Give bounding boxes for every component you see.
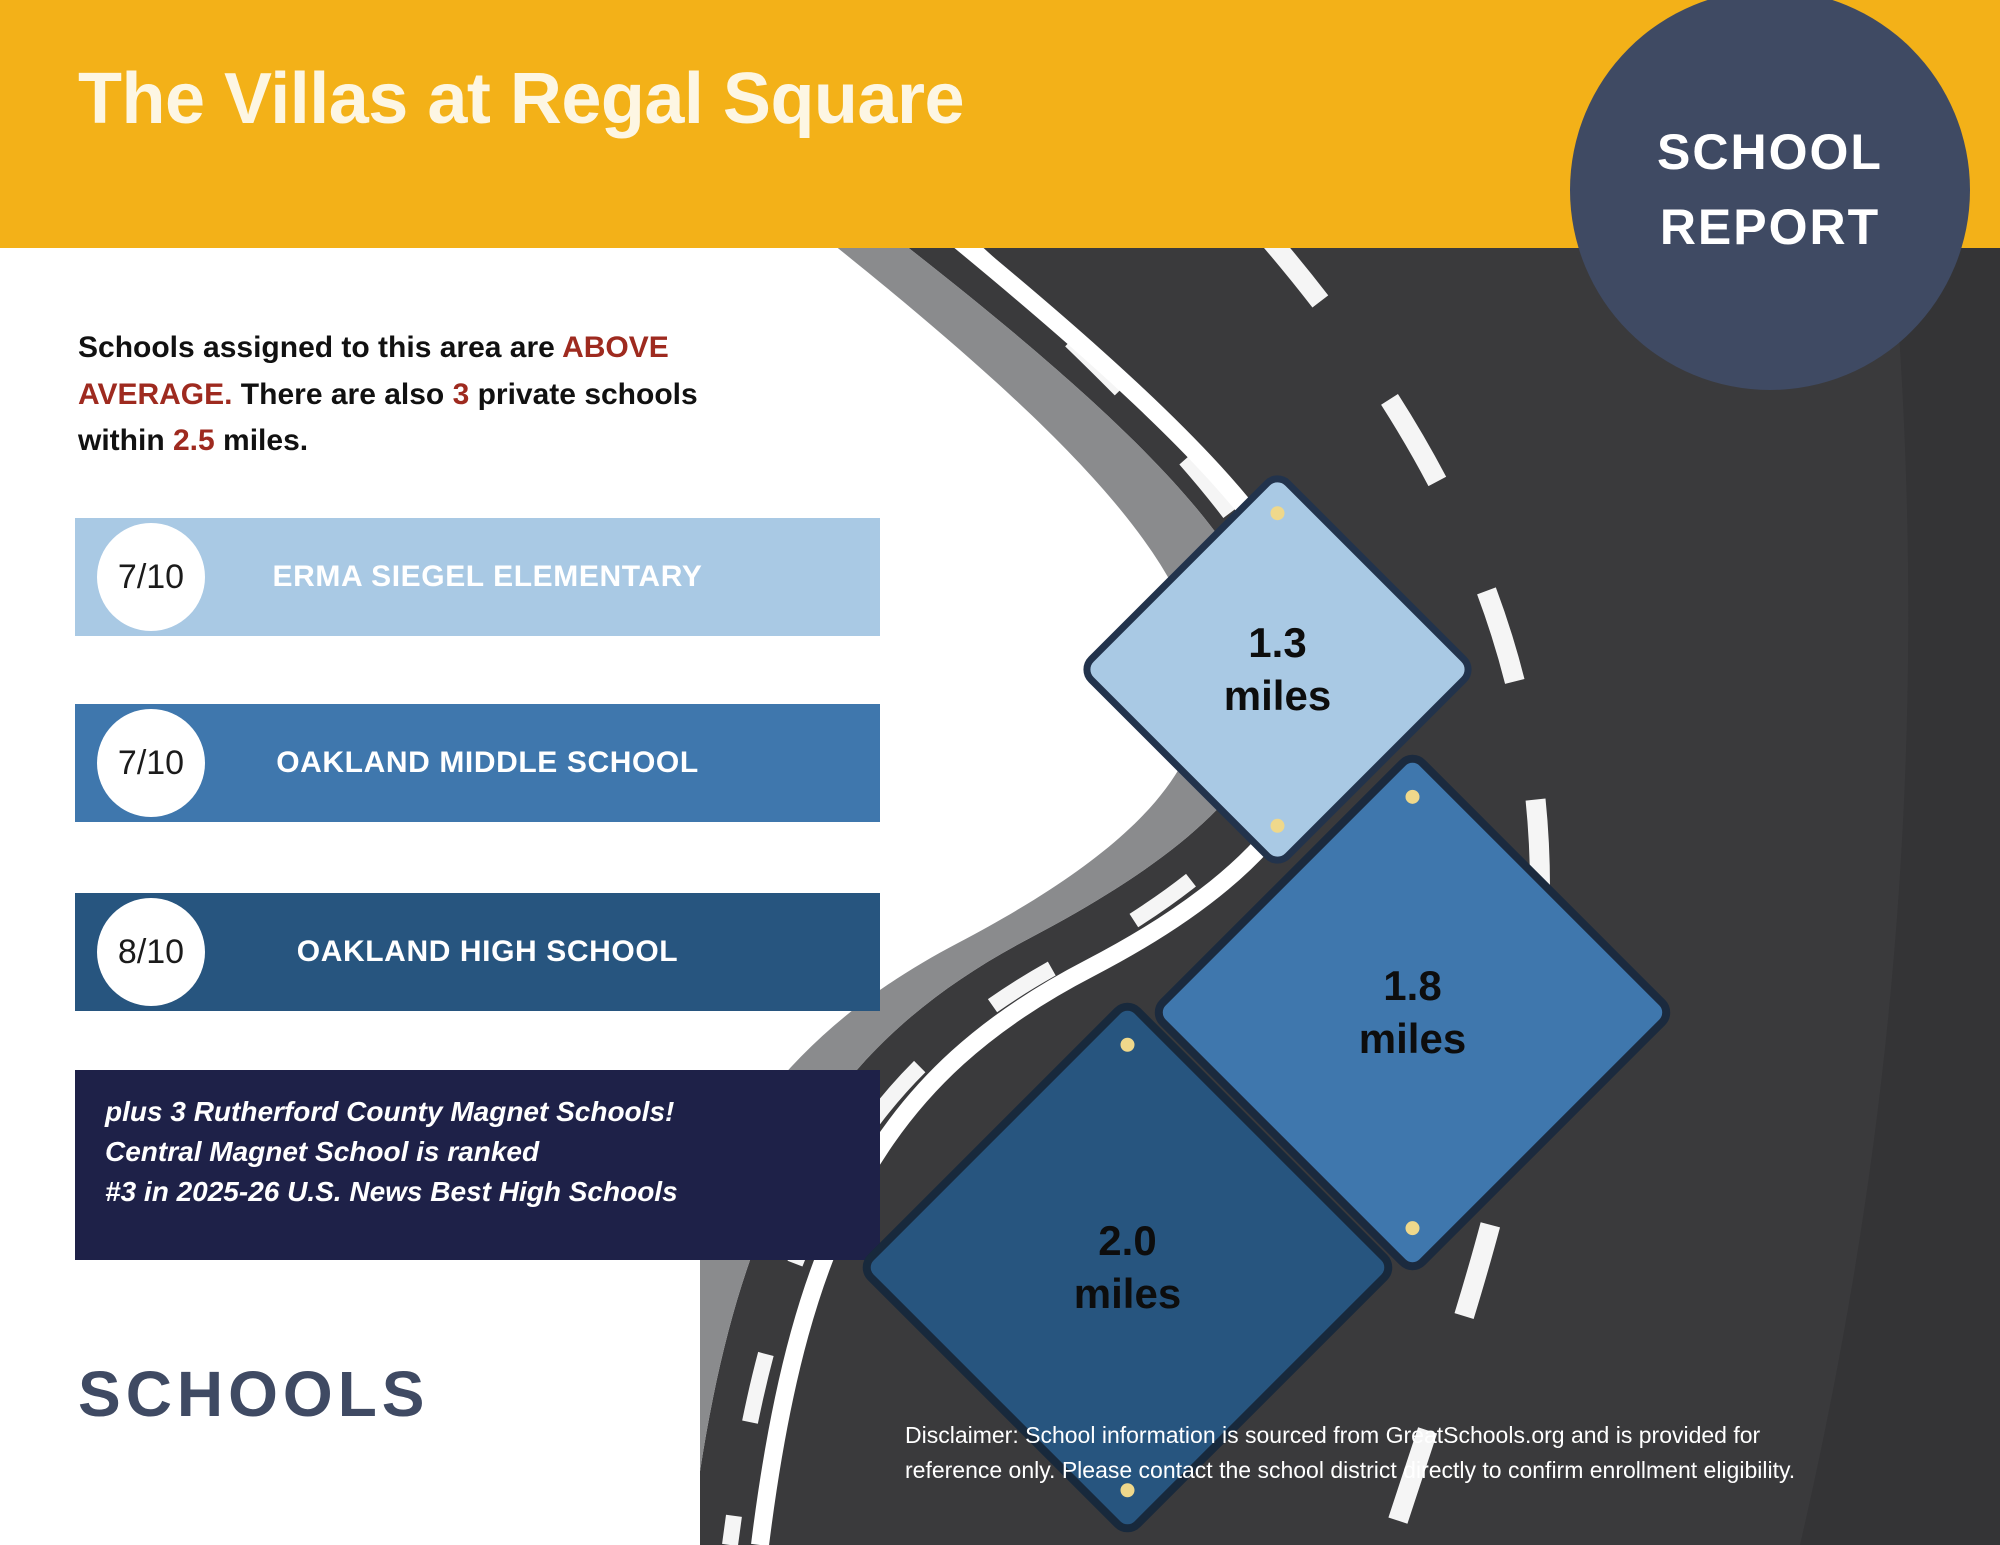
intro-part-3: private schools within: [78, 377, 698, 457]
note-line-1: plus 3 Rutherford County Magnet Schools!: [105, 1096, 675, 1127]
bolt-icon: [1268, 503, 1288, 523]
school-name: OAKLAND HIGH SCHOOL: [296, 935, 679, 968]
sign-text: [935, 1075, 1320, 1460]
intro-highlight-count: 3: [452, 377, 470, 411]
school-score-badge: 7/10: [97, 709, 205, 817]
school-row: [75, 704, 880, 822]
sign-distance: 2.0: [1098, 1217, 1157, 1264]
bolt-icon: [1118, 1035, 1138, 1055]
disclaimer-line-2: reference only. Please contact the school district directly to confirm enrollment eligibility.: [905, 1456, 1796, 1483]
intro-highlight-above-average: ABOVE AVERAGE.: [78, 331, 669, 411]
school-report-badge: [1570, 0, 1970, 390]
school-score-badge: 8/10: [97, 898, 205, 1006]
school-name: OAKLAND MIDDLE SCHOOL: [276, 746, 699, 779]
note-line-3: #3 in 2025-26 U.S. News Best High Schools: [105, 1175, 678, 1207]
badge-line-1: SCHOOL: [1657, 124, 1883, 180]
sign-unit: miles: [1223, 671, 1332, 719]
sign-unit: miles: [1358, 1014, 1467, 1062]
section-label-schools: SCHOOLS: [78, 1358, 430, 1430]
intro-highlight-distance: 2.5: [172, 424, 215, 457]
badge-line-2: REPORT: [1659, 199, 1881, 255]
bolt-icon: [1403, 1218, 1423, 1238]
sign-distance: 1.8: [1383, 962, 1442, 1009]
sign-unit: miles: [1073, 1269, 1182, 1317]
page-title: The Villas at Regal Square: [78, 59, 965, 139]
school-row: [75, 518, 880, 636]
distance-sign: [1135, 527, 1420, 812]
school-row: [75, 893, 880, 1011]
disclaimer-text: [905, 1418, 1960, 1487]
intro-part-4: miles.: [214, 424, 309, 457]
magnet-schools-note: [75, 1070, 880, 1260]
bolt-icon: [1403, 787, 1423, 807]
intro-text: [78, 325, 778, 465]
school-score-badge: 7/10: [97, 523, 205, 631]
sign-text: [1135, 527, 1420, 812]
sign-distance: 1.3: [1248, 619, 1307, 666]
intro-part-1: Schools assigned to this area are: [78, 331, 563, 364]
disclaimer-line-1: Disclaimer: School information is sourced from GreatSchools.org and is provided for: [905, 1422, 1761, 1448]
distance-sign: [935, 1075, 1320, 1460]
intro-part-2: There are also: [232, 377, 453, 411]
school-name: ERMA SIEGEL ELEMENTARY: [272, 560, 703, 593]
note-line-2: Central Magnet School is ranked: [105, 1135, 540, 1167]
